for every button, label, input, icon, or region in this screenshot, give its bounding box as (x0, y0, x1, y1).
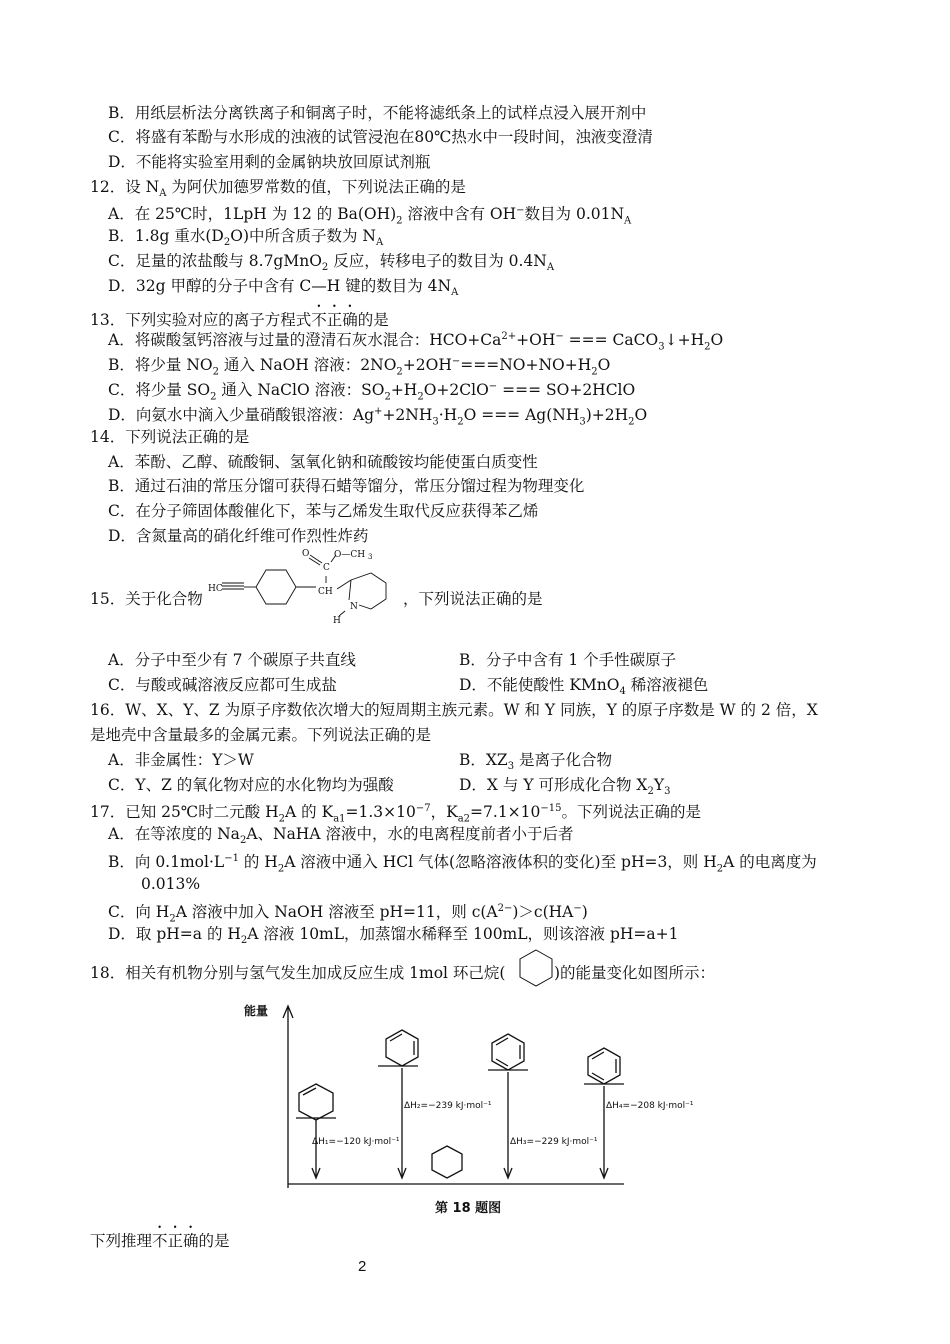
text-line: 是地壳中含量最多的金属元素。下列说法正确的是 (90, 726, 432, 744)
dh2-label: ΔH₂=−239 kJ·mol⁻¹ (404, 1101, 492, 1111)
page-number: 2 (358, 1258, 367, 1275)
text-line: 16．W、X、Y、Z 为原子序数依次增大的短周期主族元素。W 和 Y 同族，Y 的原子序数是 W 的 2 倍，X (90, 701, 818, 719)
text-line: A．分子中至少有 7 个碳原子共直线 (108, 651, 356, 669)
mol-ch3-sub: 3 (368, 553, 373, 561)
text-line: C．Y、Z 的氧化物对应的水化物均为强酸 (108, 776, 394, 794)
diagram-caption: 第 18 题图 (435, 1201, 502, 1216)
mol-ch: CH (318, 587, 333, 597)
dh4-label: ΔH₄=−208 kJ·mol⁻¹ (606, 1101, 694, 1111)
text-line: A．苯酚、乙醇、硫酸铜、氢氧化钠和硫酸铵均能使蛋白质变性 (108, 453, 538, 471)
text-line: B．向 $0.1mol\cdot L^{-1}$ 的 $H_2A$ 溶液中通入 HCl 气体(忽略溶液体积的变化)至 pH=3，则 $H_2A$ 的电离度为 (108, 853, 817, 875)
text-line: C．与酸或碱溶液反应都可生成盐 (108, 676, 337, 694)
compound-15-structure (206, 543, 401, 628)
text-line: B．通过石油的常压分馏可获得石蜡等馏分，常压分馏过程为物理变化 (108, 477, 585, 495)
text-line: 18．相关有机物分别与氢气发生加成反应生成 1mol 环己烷( (90, 964, 506, 982)
dh1-label: ΔH₁=−120 kJ·mol⁻¹ (312, 1137, 400, 1147)
mol-h: H (333, 616, 341, 626)
text-line: 12．设 $N_A$ 为阿伏加德罗常数的值，下列说法正确的是 (90, 178, 466, 200)
text-line: D．含氮量高的硝化纤维可作烈性炸药 (108, 527, 369, 545)
text-line: D．向氨水中滴入少量硝酸银溶液：$Ag^++2NH_3\cdot H_2O$ === $Ag(NH_3)+2H_2O$ (108, 406, 648, 428)
text-line: D．不能将实验室用剩的金属钠块放回原试剂瓶 (108, 153, 431, 171)
dh3-label: ΔH₃=−229 kJ·mol⁻¹ (510, 1137, 598, 1147)
text-line: B．分子中含有 1 个手性碳原子 (459, 651, 677, 669)
text-line: B．1.8g 重水$(D_2O)$中所含质子数为 $N_A$ (108, 227, 384, 249)
text-line: D．取 pH=a 的 $H_2A$ 溶液 10mL，加蒸馏水稀释至 100mL，则该溶液 pH=a+1 (108, 925, 679, 947)
text-line: C．将少量 $SO_2$ 通入 NaClO 溶液：$SO_2+H_2O+2ClO^-$ === SO+2HClO (108, 381, 636, 403)
text-line: A．非金属性：Y＞W (108, 751, 254, 769)
text-line: D．X 与 Y 可形成化合物 $X_2Y_3$ (459, 776, 671, 798)
text-line: D．32g 甲醇的分子中含有 C—H 键的数目为 $4N_A$ (108, 277, 459, 299)
diagram-ylabel: 能量 (244, 1004, 269, 1018)
text-line: 15．关于化合物 (90, 590, 203, 608)
mol-o: O (302, 549, 310, 559)
text-line: A．在等浓度的 $Na_2A$、NaHA 溶液中，水的电离程度前者小于后者 (108, 825, 574, 847)
text-line: 0.013% (141, 875, 201, 893)
text-line: 17．已知 25℃时二元酸 $H_2A$ 的 $K_{a1}=1.3\times 10^{-7}$，$K_{a2}=7.1\times 10^{-15}$。下列说法正确的是 (90, 803, 702, 825)
mol-c: C (323, 563, 330, 573)
text-line: B．用纸层析法分离铁离子和铜离子时，不能将滤纸条上的试样点浸入展开剂中 (108, 104, 647, 122)
text-line: C．足量的浓盐酸与 8.7gMnO$_2$ 反应，转移电子的数目为 $0.4N_A$ (108, 252, 555, 274)
text-line: C．在分子筛固体酸催化下，苯与乙烯发生取代反应获得苯乙烯 (108, 502, 539, 520)
text-line: C．向 $H_2A$ 溶液中加入 NaOH 溶液至 pH=11，则 $c(A^{2-})>c(HA^-)$ (108, 903, 588, 925)
text-line: )的能量变化如图所示： (554, 964, 716, 982)
text-line: A．将碳酸氢钙溶液与过量的澄清石灰水混合：$HCO+Ca^{2+}+OH^-$ === $CaCO_3↓+H_2O$ (108, 331, 724, 353)
text-line: B．$XZ_3$ 是离子化合物 (459, 751, 613, 773)
cyclohexane-inline-icon (517, 947, 555, 989)
text-line: A．在 25℃时，1LpH 为 12 的 $Ba(OH)_2$ 溶液中含有 OH−数目为 $0.01N_A$ (108, 205, 632, 227)
mol-n: N (350, 602, 358, 612)
energy-diagram (240, 998, 710, 1220)
text-line: 14．下列说法正确的是 (90, 428, 250, 446)
text-line: 13．下列实验对应的离子方程式不正确的是 (90, 311, 389, 329)
text-line: 下列推理不正确的是 (90, 1232, 230, 1250)
text-line: B．将少量 $NO_2$ 通入 NaOH 溶液：$2NO_2+2OH^-===NO+NO+H_2O$ (108, 356, 611, 378)
text-line: C．将盛有苯酚与水形成的浊液的试管浸泡在80℃热水中一段时间，浊液变澄清 (108, 128, 653, 146)
text-line: ，下列说法正确的是 (403, 590, 543, 608)
mol-hc: HC (208, 584, 223, 594)
mol-och3: O—CH (334, 550, 366, 560)
text-line: D．不能使酸性 KMnO$_4$ 稀溶液褪色 (459, 676, 709, 698)
